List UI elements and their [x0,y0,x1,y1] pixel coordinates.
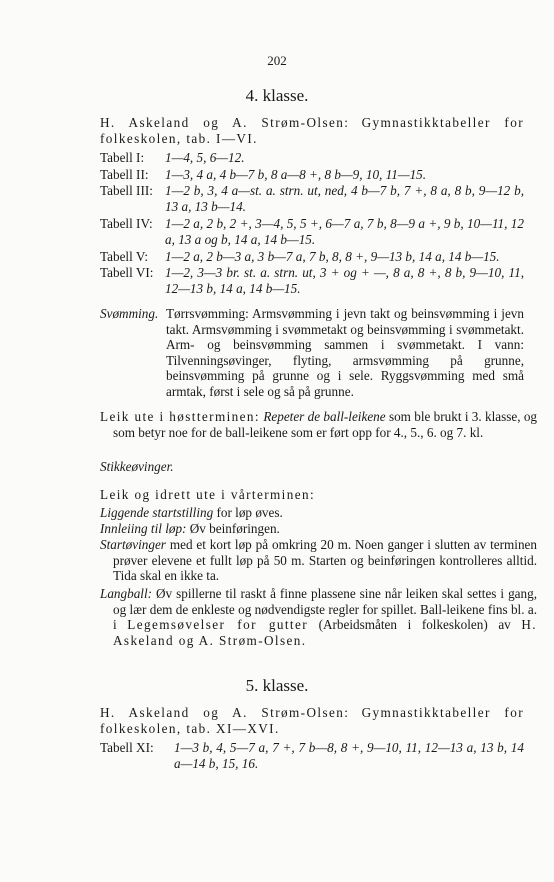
table-exercises: 1—2, 3—3 br. st. a. strn. ut, 3 + og + —, 8 a, 8 +, 8 b, 9—10, 11, 12—13 b, 14 a, 14 b—15. [165,265,524,296]
table-label: Tabell IV: [100,216,153,231]
var-heading: Leik og idrett ute i vårterminen: [100,487,316,502]
table-label: Tabell I: [100,150,145,165]
table-exercises: 1—2 b, 3, 4 a—st. a. strn. ut, ned, 4 b—7 b, 7 +, 8 a, 8 b, 9—12 b, 13 a, 13 b—14. [165,183,524,214]
start-paragraph [100,537,537,584]
liggende-text: for løp øves. [216,505,283,520]
section-heading-4-klasse: 4. klasse. [245,86,309,105]
table-label: Tabell III: [100,183,153,198]
table-row [100,265,524,296]
table-exercises: 1—4, 5, 6—12. [165,150,245,165]
start-text: med et kort løp på omkring 20 m. Noen ganger i slutten av terminen prøver elevene et fullt løp på 50 m. Starten og beinføringen kontrolleres alltid. Tida skal en ikke ta. [113,537,538,584]
langball-label: Langball: [100,586,153,601]
table-row [100,740,524,771]
langball-book-title: Legemsøvelser for gutter [127,617,309,633]
innleiing-text: Øv beinføringen. [189,521,280,536]
table-label: Tabell V: [100,249,149,264]
page-number: 202 [267,53,287,68]
leik-host-heading: Leik ute i høstterminen: [100,409,260,424]
reference-title: Gymnastikktabeller for folkeskolen, tab. XI—XVI. [100,705,525,736]
svomming-paragraph [100,306,524,400]
reference-citation-5 [100,705,524,736]
liggende-line [100,505,524,521]
langball-paragraph [100,586,537,648]
table-exercises: 1—2 a, 2 b, 2 +, 3—4, 5, 5 +, 6—7 a, 7 b, 8—9 a +, 9 b, 10—11, 12 a, 13 a og b, 14 a, 14 b—15. [165,216,524,247]
section-heading-5-klasse: 5. klasse. [245,676,309,695]
innleiing-label: Innleiing til løp: [100,521,187,536]
table-row [100,167,524,183]
table-exercises: 1—3, 4 a, 4 b—7 b, 8 a—8 +, 8 b—9, 10, 11—15. [165,167,427,182]
stikkeovinger: Stikkeøvinger. [100,459,174,474]
svomming-text: Tørrsvømming: Armsvømming i jevn takt og beinsvømming i jevn takt. Armsvømming i svømmetakt og beinsvømming i svømmetakt. Arm- og beinsvømming sammen i svømmetakt. I vann: Tilvenningsøvinger, flyting, armsvømming på grunne, beinsvømming på grunne og i sele. Ryggsvømming med små armtak, først i sele og så på grunne. [166,306,524,399]
table-row [100,150,524,166]
table-row [100,216,524,247]
langball-text-1: Øv spillerne til raskt å finne plassene sine når leiken skal settes i gang, og lær dem de enkleste og nødvendigste regler for spillet. Ball-leikene fins bl. a. i [113,586,538,633]
svomming-label: Svømming. [100,306,159,321]
reference-title: Gymnastikktabeller for folkeskolen, tab. I—VI. [100,115,525,146]
reference-author: H. Askeland og A. Strøm-Olsen: [100,705,350,720]
leik-host-paragraph [100,409,537,440]
langball-authors: H. Askeland og A. Strøm-Olsen. [113,617,537,648]
table-row [100,249,524,265]
table-exercises: 1—3 b, 4, 5—7 a, 7 +, 7 b—8, 8 +, 9—10, 11, 12—13 a, 13 b, 14 a—14 b, 15, 16. [174,740,524,771]
start-label: Startøvinger [100,537,166,552]
leik-host-italic: Repeter de ball-leikene [263,409,386,424]
innleiing-line [100,521,524,537]
reference-author: H. Askeland og A. Strøm-Olsen: [100,115,350,130]
reference-citation [100,115,524,146]
table-label: Tabell VI: [100,265,154,280]
table-exercises: 1—2 a, 2 b—3 a, 3 b—7 a, 7 b, 8, 8 +, 9—13 b, 14 a, 14 b—15. [165,249,500,264]
table-label: Tabell XI: [100,740,154,755]
table-label: Tabell II: [100,167,149,182]
liggende-label: Liggende startstilling [100,505,214,520]
langball-text-2: (Arbeidsmåten i folkeskolen) av [318,617,511,633]
table-row [100,183,524,214]
leik-host-text: som ble brukt i 3. klasse, og som betyr noe for de ball-leikene som er ført opp for 4., 5., 6. og 7. kl. [113,409,538,440]
